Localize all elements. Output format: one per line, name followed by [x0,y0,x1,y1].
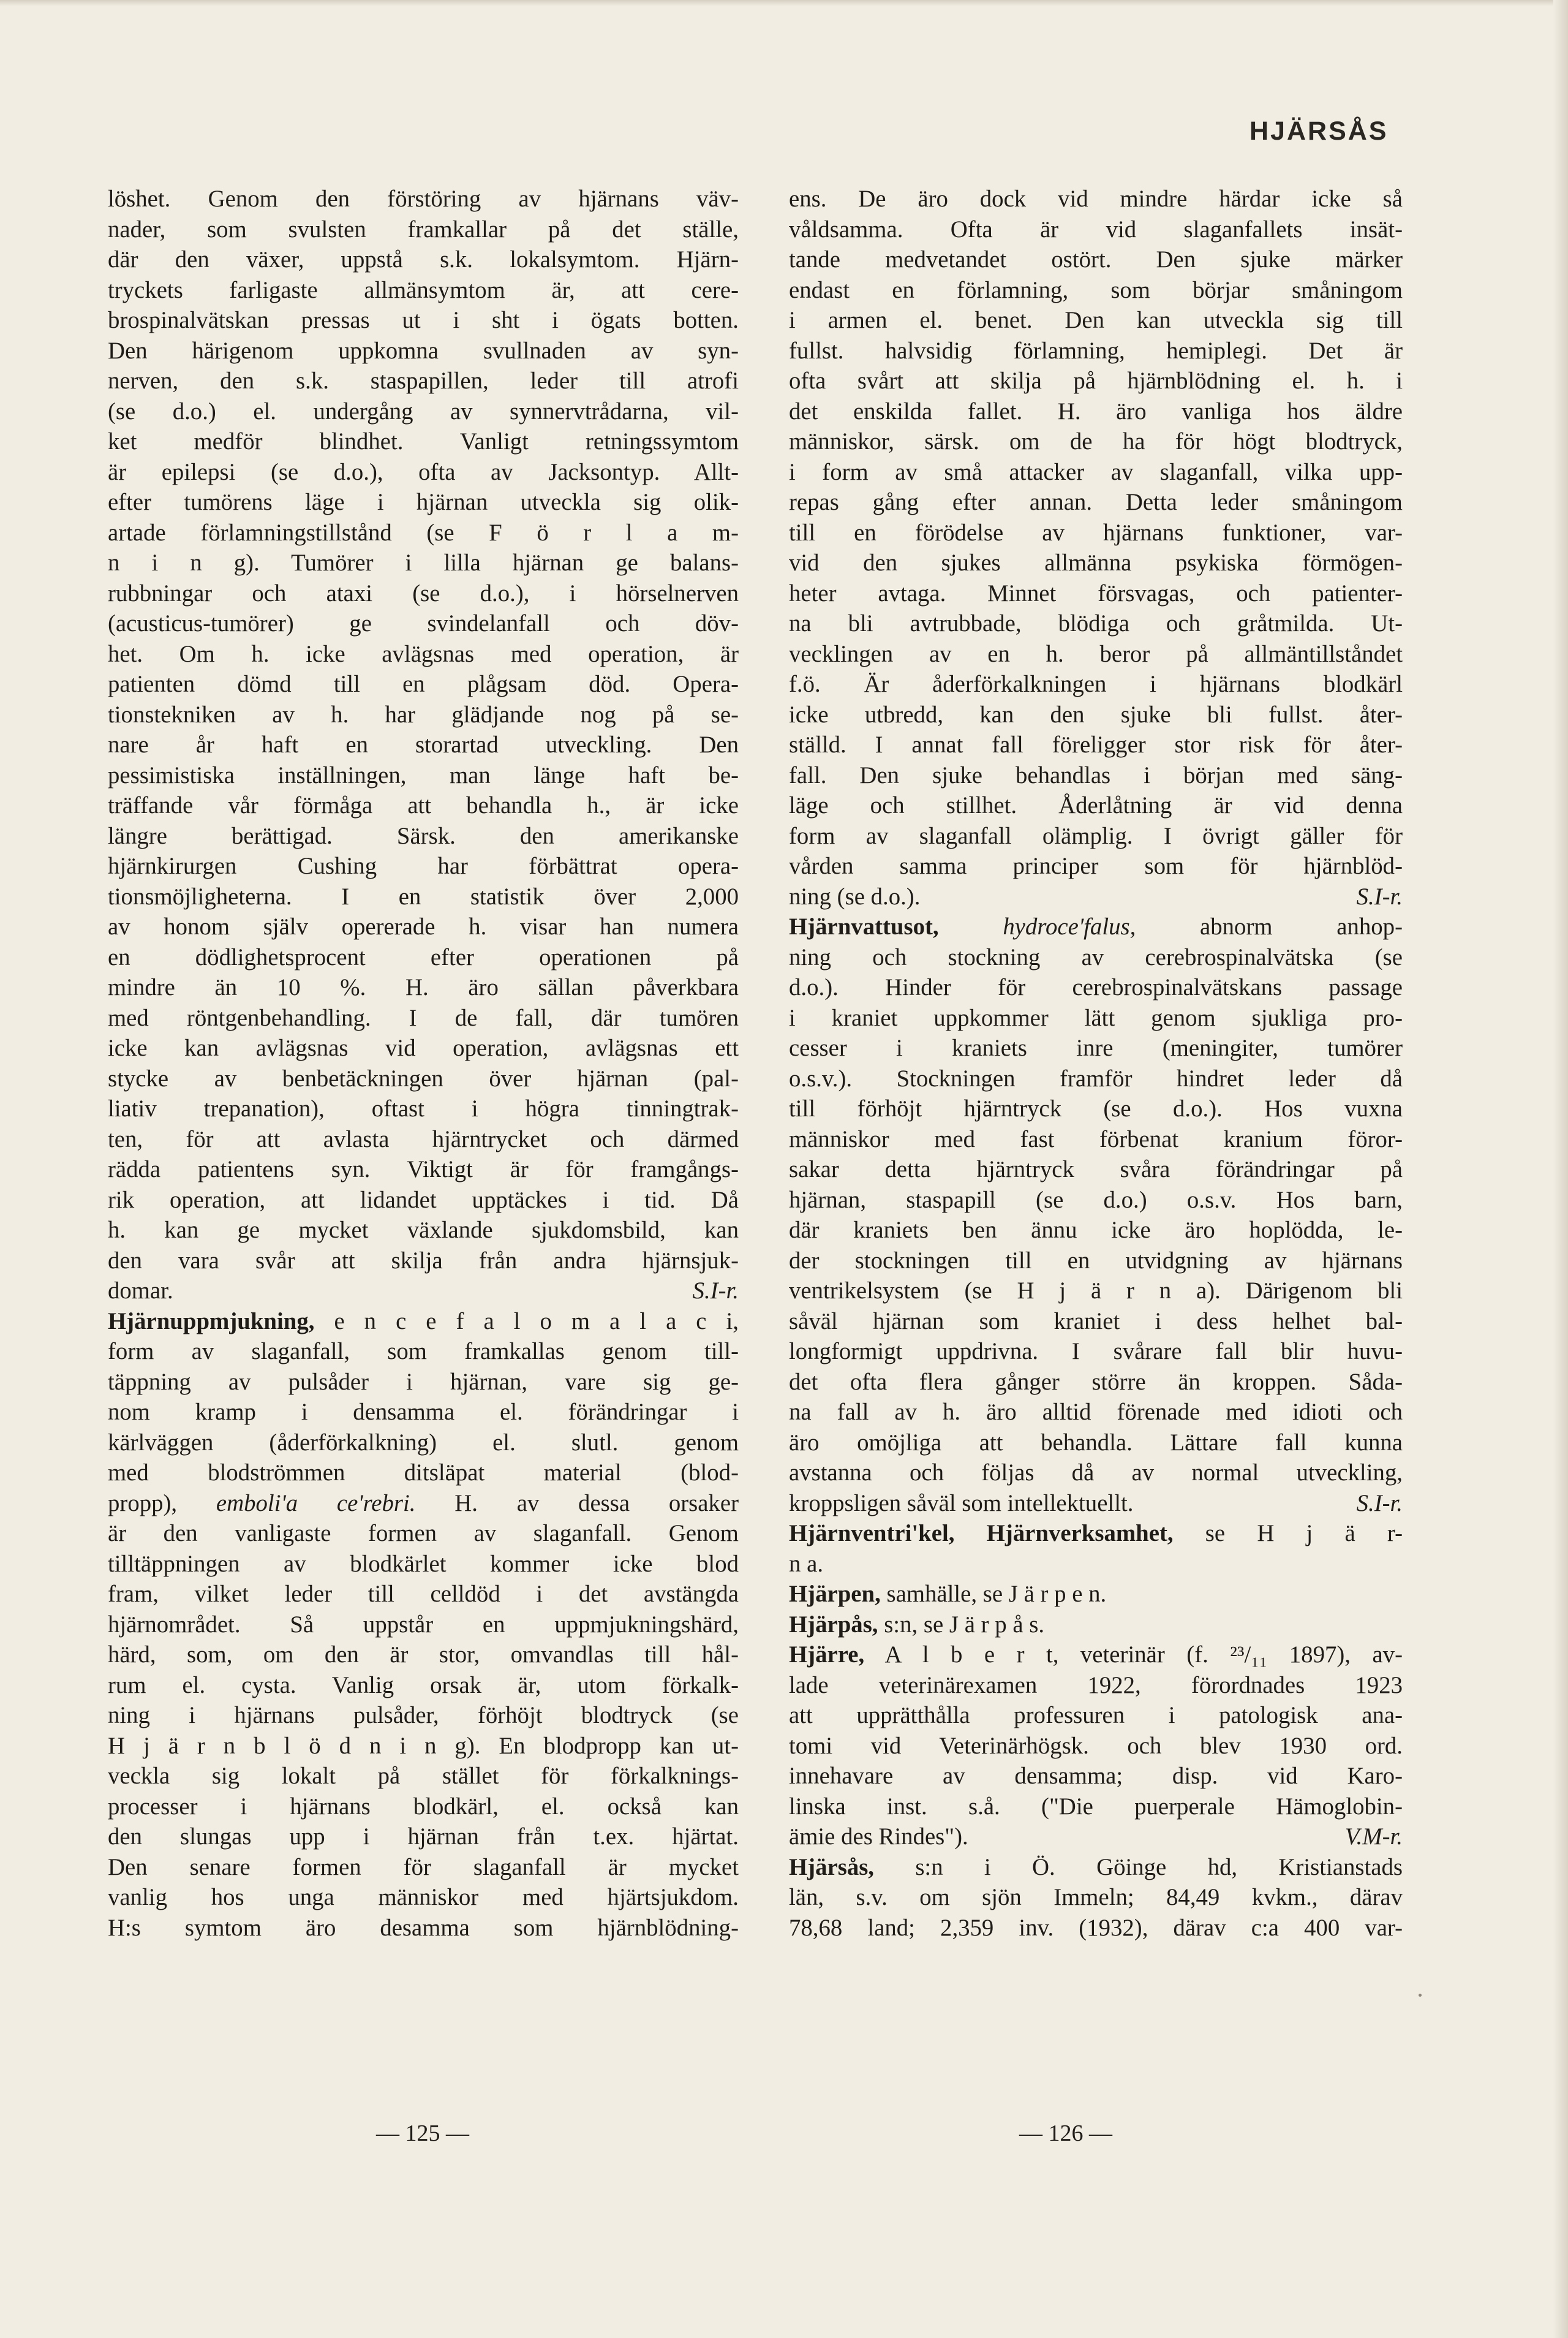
line-text: propp), [108,1489,216,1516]
text-line: stycke av benbetäckningen över hjärnan (pal- [108,1065,739,1092]
text-line: ket medför blindhet. Vanligt retningssymtom [108,428,739,455]
text-line: ning och stockning av cerebrospinalvätska (se [789,944,1403,970]
cross-reference: n a. [789,1550,824,1577]
headword: Hjärnventri'kel, Hjärnverksamhet, [789,1520,1174,1546]
text-line: den vara svår att skilja från andra hjärnsjuk- [108,1247,739,1274]
text-line: den slungas upp i hjärnan från t.ex. hjärtat. [108,1823,739,1850]
text-line: ventrikelsystem (se H j ä r n a). Därigenom bli [789,1277,1403,1304]
text-line: människor, särsk. om de ha för högt blodtryck, [789,428,1403,455]
entry-hjarnvattusot-first-line [789,912,1403,942]
text-line: vid den sjukes allmänna psykiska förmögen- [789,550,1403,576]
text-line: täppning av pulsåder i hjärnan, vare sig ge- [108,1368,739,1395]
text-line: ens. De äro dock vid mindre härdar icke så [789,186,1403,212]
text-line: sakar detta hjärntryck svåra förändringar på [789,1156,1403,1182]
line-text: A l b e r t, veterinär (f. ²³/₁₁ 1897), av- [864,1641,1403,1668]
text-line: Den härigenom uppkomna svullnaden av syn- [108,337,739,364]
text-line: där kraniets ben ännu icke äro hoplödda, le- [789,1217,1403,1243]
text-line: na fall av h. äro alltid förenade med idioti och [789,1399,1403,1425]
entry-end-line [789,1488,1403,1519]
entry-hjarnuppmjukning-continuation [789,184,1403,882]
text-line: n i n g). Tumörer i lilla hjärnan ge balans- [108,550,739,576]
latin-term: hydroce'falus, [1003,914,1136,940]
text-line: H:s symtom äro desamma som hjärnblödning- [108,1914,739,1941]
entry-end-line [789,1822,1403,1852]
text-line: (acusticus-tumörer) ge svindelanfall och döv- [108,610,739,637]
text-line: o.s.v.). Stockningen framför hindret leder då [789,1065,1403,1092]
headword: Hjärpås, [789,1611,878,1638]
text-line: heter avtaga. Minnet försvagas, och patienter- [789,580,1403,607]
entry-hjarpas [789,1610,1403,1640]
text-line: rum el. cysta. Vanlig orsak är, utom förkalk- [108,1671,739,1698]
entry-hjarnuppmjukning-body [108,1336,739,1488]
latin-term: emboli'a ce'rebri. [216,1489,416,1516]
entry-hjarnsvulst-continuation [108,184,739,1276]
text-line: ten, för att avlasta hjärntrycket och därmed [108,1125,739,1152]
line-text: H. av dessa orsaker [415,1489,739,1516]
text-line: tryckets farligaste allmänsymtom är, att cere- [108,276,739,303]
text-line: en dödlighetsprocent efter operationen på [108,944,739,970]
entry-hjarpen [789,1579,1403,1610]
text-line: rubbningar och ataxi (se d.o.), i hörselnerven [108,580,739,607]
entry-hjarnvattusot-body [789,942,1403,1488]
text-line: hjärnområdet. Så uppstår en uppmjukningshärd, [108,1611,739,1638]
text-line: mindre än 10 %. H. äro sällan påverkbara [108,974,739,1001]
author-signature: S.I-r. [1356,883,1403,910]
entry-hjarsas-first-line [789,1852,1403,1883]
cross-reference: se H j ä r- [1173,1520,1403,1546]
text-line: cesser i kraniets inre (meningiter, tumörer [789,1035,1403,1061]
text-line: nare år haft en storartad utveckling. Den [108,732,739,758]
text-line: är den vanligaste formen av slaganfall. Genom [108,1520,739,1546]
text-line: endast en förlamning, som börjar småningom [789,276,1403,303]
text-line: het. Om h. icke avlägsnas med operation, är [108,640,739,667]
text-line: ställd. I annat fall föreligger stor risk för åter- [789,732,1403,758]
entry-hjarnuppmjukning-body-2 [108,1518,739,1943]
text-line: vården samma principer som för hjärnblöd- [789,853,1403,879]
text-line: rädda patientens syn. Viktigt är för framgångs- [108,1156,739,1182]
text-line: ning i hjärnans pulsåder, förhöjt blodtryck (se [108,1702,739,1728]
text-line: na bli avtrubbade, blödiga och gråtmilda. Ut- [789,610,1403,637]
text-line: nerven, den s.k. staspapillen, leder till atrofi [108,368,739,394]
text-line: i form av små attacker av slaganfall, vilka upp- [789,458,1403,485]
text-line: fall. Den sjuke behandlas i början med säng- [789,762,1403,789]
author-signature: V.M-r. [1344,1823,1403,1850]
headword: Hjärsås, [789,1853,875,1880]
text-line: nader, som svulsten framkallar på det ställe, [108,216,739,243]
text-line: d.o.). Hinder för cerebrospinalvätskans passage [789,974,1403,1001]
line-text: abnorm anhop- [1136,914,1403,940]
text-line: H j ä r n b l ö d n i n g). En blodpropp kan ut- [108,1732,739,1759]
text-line: härd, som, om den är stor, omvandlas till hål- [108,1641,739,1668]
text-line: liativ trepanation), oftast i högra tinningtrak- [108,1095,739,1122]
text-line: vanlig hos unga människor med hjärtsjukdom. [108,1884,739,1910]
right-column [789,184,1403,2144]
entry-end-line [789,882,1403,912]
text-line: av honom själv opererade h. visar han numera [108,914,739,940]
text-line: tande medvetandet ostört. Den sjuke märker [789,246,1403,273]
text-line: människor med fast förbenat kranium föror- [789,1125,1403,1152]
text-line: icke kan avlägsnas vid operation, avlägsnas ett [108,1035,739,1061]
headword: Hjärre, [789,1641,865,1668]
text-line: längre berättigad. Särsk. den amerikanske [108,822,739,849]
entry-hjarnuppmjukning-first-line [108,1306,739,1337]
text-line: ofta svårt att skilja på hjärnblödning el. h. i [789,368,1403,394]
text-line: pessimistiska inställningen, man länge haft be- [108,762,739,789]
text-line: det ofta flera gånger större än kroppen. Såda- [789,1368,1403,1395]
author-signature: S.I-r. [692,1277,739,1304]
text-line: i armen el. benet. Den kan utveckla sig till [789,307,1403,333]
cross-reference: samhälle, se J ä r p e n. [880,1581,1107,1607]
text-line: träffande vår förmåga att behandla h., är icke [108,792,739,819]
cross-reference: s:n, se J ä r p å s. [878,1611,1045,1638]
text-line: är epilepsi (se d.o.), ofta av Jacksontyp. Allt- [108,458,739,485]
headword-synonym: e n c e f a l o m a l a c i, [314,1307,739,1334]
text-line: med blodströmmen ditsläpat material (blod- [108,1459,739,1486]
line-text: s:n i Ö. Göinge hd, Kristianstads [874,1853,1403,1880]
text-line: län, s.v. om sjön Immeln; 84,49 kvkm., därav [789,1884,1403,1910]
headword: Hjärnvattusot, [789,914,939,940]
text-line: artade förlamningstillstånd (se F ö r l a m- [108,519,739,546]
text-line: att upprätthålla professuren i patologisk ana- [789,1702,1403,1728]
running-head: HJÄRSÅS [1250,116,1389,146]
entry-last-text: kroppsligen såväl som intellektuellt. [789,1489,1134,1516]
text-line: brospinalvätskan pressas ut i sht i ögats botten. [108,307,739,333]
text-line: Den senare formen för slaganfall är mycket [108,1853,739,1880]
entry-hjarsas-body [789,1882,1403,1943]
text-line: lade veterinärexamen 1922, förordnades 1923 [789,1671,1403,1698]
print-speck [1419,1994,1422,1997]
text-line: h. kan ge mycket växlande sjukdomsbild, kan [108,1217,739,1243]
text-line: hjärnan, staspapill (se d.o.) o.s.v. Hos barn, [789,1186,1403,1213]
entry-hjarre-body [789,1670,1403,1822]
text-line: longformigt uppdrivna. I svårare fall blir huvu- [789,1338,1403,1364]
text-line: avstanna och följas då av normal utveckling, [789,1459,1403,1486]
headword: Hjärnuppmjukning, [108,1307,315,1334]
text-line: tionstekniken av h. har glädjande nog på se- [108,701,739,728]
entry-last-text: ämie des Rindes"). [789,1823,968,1850]
text-line: (se d.o.) el. undergång av synnervtrådarna, vil- [108,398,739,425]
page-number-right: — 126 — [1019,2120,1112,2146]
text-line: tionsmöjligheterna. I en statistik över 2,000 [108,883,739,910]
left-column [108,184,739,2144]
text-line: form av slaganfall olämplig. I övrigt gäller för [789,822,1403,849]
text-line: linska inst. s.å. ("Die puerperale Hämoglobin- [789,1793,1403,1820]
text-line: såväl hjärnan som kraniet i dess helhet bal- [789,1307,1403,1334]
text-line: der stockningen till en utvidgning av hjärnans [789,1247,1403,1274]
page-edge-shadow-top [0,0,1568,6]
text-line: fullst. halvsidig förlamning, hemiplegi. Det är [789,337,1403,364]
text-line: efter tumörens läge i hjärnan utveckla sig olik- [108,489,739,515]
entry-last-text: ning (se d.o.). [789,883,921,910]
entry-end-line [108,1276,739,1306]
text-line: där den växer, uppstå s.k. lokalsymtom. Hjärn- [108,246,739,273]
text-line: processer i hjärnans blodkärl, el. också kan [108,1793,739,1820]
text-line: tomi vid Veterinärhögsk. och blev 1930 ord. [789,1732,1403,1759]
text-line: fram, vilket leder till celldöd i det avstängda [108,1581,739,1607]
text-line: repas gång efter annan. Detta leder småningom [789,489,1403,515]
text-line: f.ö. Är åderförkalkningen i hjärnans blodkärl [789,671,1403,697]
text-line: innehavare av densamma; disp. vid Karo- [789,1763,1403,1789]
text-line: löshet. Genom den förstöring av hjärnans väv- [108,186,739,212]
text-line: tilltäppningen av blodkärlet kommer icke blod [108,1550,739,1577]
entry-latin-line [108,1488,739,1519]
text-line: våldsamma. Ofta är vid slaganfallets insät- [789,216,1403,243]
text-line: icke utbredd, kan den sjuke bli fullst. åter- [789,701,1403,728]
text-line: kärlväggen (åderförkalkning) el. slutl. genom [108,1429,739,1456]
text-line: i kraniet uppkommer lätt genom sjukliga pro- [789,1004,1403,1031]
text-line: till förhöjt hjärntryck (se d.o.). Hos vuxna [789,1095,1403,1122]
entry-hjarnventrikel-end [789,1549,1403,1579]
text-line: med röntgenbehandling. I de fall, där tumören [108,1004,739,1031]
entry-hjarnventrikel [789,1518,1403,1549]
text-line: hjärnkirurgen Cushing har förbättrat opera- [108,853,739,879]
text-line: läge och stillhet. Åderlåtning är vid denna [789,792,1403,819]
text-line: form av slaganfall, som framkallas genom till- [108,1338,739,1364]
text-line: veckla sig lokalt på stället för förkalknings- [108,1763,739,1789]
text-line: rik operation, att lidandet upptäckes i tid. Då [108,1186,739,1213]
text-line: det enskilda fallet. H. äro vanliga hos äldre [789,398,1403,425]
headword: Hjärpen, [789,1581,881,1607]
text-line: äro omöjliga att behandla. Lättare fall kunna [789,1429,1403,1456]
text-line: nom kramp i densamma el. förändringar i [108,1399,739,1425]
page-number-left: — 125 — [376,2120,469,2146]
author-signature: S.I-r. [1356,1489,1403,1516]
text-line: patienten dömd till en plågsam död. Opera- [108,671,739,697]
entry-last-text: domar. [108,1277,173,1304]
text-line: till en förödelse av hjärnans funktioner, var- [789,519,1403,546]
text-line: vecklingen av en h. beror på allmäntillståndet [789,640,1403,667]
page-edge-shadow-right [1553,0,1568,2338]
entry-hjarre-first-line [789,1640,1403,1670]
text-line: 78,68 land; 2,359 inv. (1932), därav c:a 400 var- [789,1914,1403,1941]
